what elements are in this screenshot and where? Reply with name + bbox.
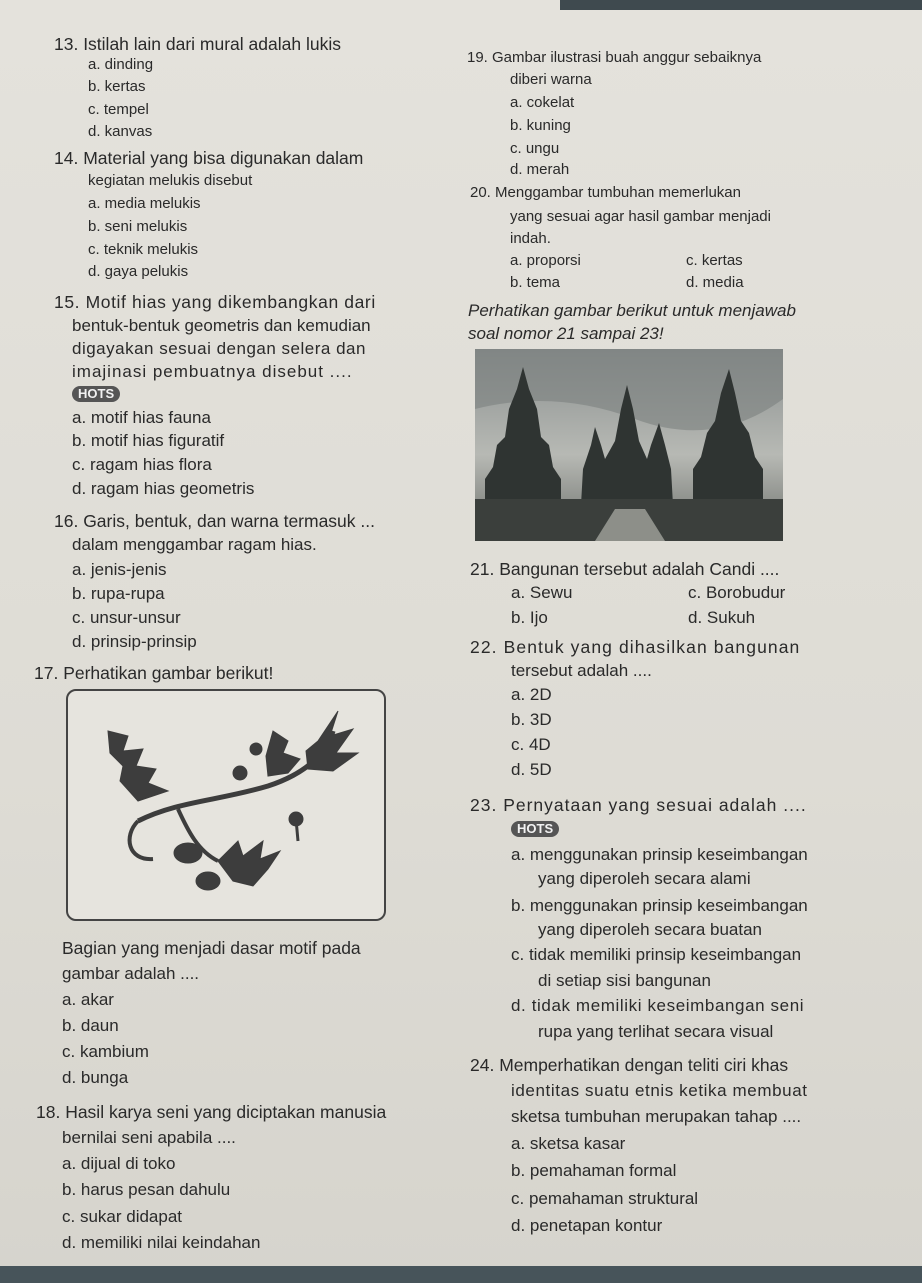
candi-temple-illustration [475, 349, 783, 541]
q22-option-a: a. 2D [511, 685, 552, 704]
q18-line2: bernilai seni apabila .... [62, 1128, 236, 1147]
page-edge-shadow [560, 0, 922, 10]
q23-option-b-line1: b. menggunakan prinsip keseimbangan [511, 896, 808, 915]
q15-option-d: d. ragam hias geometris [72, 479, 255, 498]
q17-option-a: a. akar [62, 990, 114, 1009]
q19-option-d: d. merah [510, 161, 570, 178]
q13-option-c: c. tempel [88, 101, 149, 118]
q23-stem: 23. Pernyataan yang sesuai adalah .... [470, 795, 807, 815]
q15-option-c: c. ragam hias flora [72, 455, 212, 474]
q20-option-c: c. kertas [686, 252, 743, 269]
q14-line1: 14. Material yang bisa digunakan dalam [54, 148, 364, 168]
q24-option-c: c. pemahaman struktural [511, 1189, 699, 1208]
q23-option-b-line2: yang diperoleh secara buatan [538, 920, 762, 939]
q14-option-a: a. media melukis [88, 195, 201, 212]
q21-option-b: b. Ijo [511, 608, 548, 627]
q13-option-a: a. dinding [88, 56, 154, 73]
q19-line1: 19. Gambar ilustrasi buah anggur sebaiknya [467, 49, 762, 66]
temple-photo [475, 349, 783, 541]
q16-option-c: c. unsur-unsur [72, 608, 181, 627]
q21-option-d: d. Sukuh [688, 608, 756, 627]
instruction-line2: soal nomor 21 sampai 23! [468, 324, 664, 343]
q15-line3: digayakan sesuai dengan selera dan [72, 339, 366, 358]
q17-line1: Bagian yang menjadi dasar motif pada [62, 938, 361, 958]
q15-hots-badge: HOTS [72, 386, 120, 402]
q17-option-c: c. kambium [62, 1042, 149, 1061]
q18-option-d: d. memiliki nilai keindahan [62, 1233, 261, 1252]
q17-stem: 17. Perhatikan gambar berikut! [34, 663, 274, 683]
q24-line3: sketsa tumbuhan merupakan tahap .... [511, 1107, 802, 1126]
q14-option-d: d. gaya pelukis [88, 263, 189, 280]
q14-option-c: c. teknik melukis [88, 241, 199, 258]
q17-floral-motif-figure [66, 689, 386, 921]
q19-line2: diberi warna [510, 71, 592, 88]
instruction-line1: Perhatikan gambar berikut untuk menjawab [468, 301, 796, 320]
q19-option-b: b. kuning [510, 117, 571, 134]
q24-option-a: a. sketsa kasar [511, 1134, 626, 1153]
q24-line2: identitas suatu etnis ketika membuat [511, 1081, 808, 1100]
q17-option-d: d. bunga [62, 1068, 129, 1087]
q16-line1: 16. Garis, bentuk, dan warna termasuk ... [54, 511, 375, 531]
q22-line2: tersebut adalah .... [511, 661, 652, 680]
q18-option-b: b. harus pesan dahulu [62, 1180, 231, 1199]
q22-option-c: c. 4D [511, 735, 551, 754]
q23-option-c-line1: c. tidak memiliki prinsip keseimbangan [511, 945, 802, 964]
q21-option-c: c. Borobudur [688, 583, 786, 602]
q15-option-a: a. motif hias fauna [72, 408, 211, 427]
q13-option-b: b. kertas [88, 78, 146, 95]
q14-option-b: b. seni melukis [88, 218, 188, 235]
q20-option-b: b. tema [510, 274, 561, 291]
q15-line1: 15. Motif hias yang dikembangkan dari [54, 292, 376, 312]
q17-option-b: b. daun [62, 1016, 119, 1035]
q20-line2: yang sesuai agar hasil gambar menjadi [510, 208, 771, 225]
q22-option-d: d. 5D [511, 760, 552, 779]
q24-line1: 24. Memperhatikan dengan teliti ciri khas [470, 1055, 789, 1075]
floral-motif-illustration [68, 691, 384, 919]
q17-line2: gambar adalah .... [62, 964, 200, 983]
q22-option-b: b. 3D [511, 710, 552, 729]
q15-line4: imajinasi pembuatnya disebut .... [72, 362, 353, 381]
q15-option-b: b. motif hias figuratif [72, 431, 225, 450]
q13-stem: 13. Istilah lain dari mural adalah lukis [54, 34, 341, 54]
q18-option-a: a. dijual di toko [62, 1154, 176, 1173]
q18-line1: 18. Hasil karya seni yang diciptakan manusia [36, 1102, 387, 1122]
q20-option-d: d. media [686, 274, 744, 291]
q23-option-d-line2: rupa yang terlihat secara visual [538, 1022, 774, 1041]
q13-option-d: d. kanvas [88, 123, 153, 140]
q20-line1: 20. Menggambar tumbuhan memerlukan [470, 184, 741, 201]
q16-option-b: b. rupa-rupa [72, 584, 165, 603]
q18-option-c: c. sukar didapat [62, 1207, 183, 1226]
q20-option-a: a. proporsi [510, 252, 581, 269]
q23-option-a-line1: a. menggunakan prinsip keseimbangan [511, 845, 808, 864]
q19-option-c: c. ungu [510, 140, 560, 157]
q20-line3: indah. [510, 230, 551, 247]
q24-option-d: d. penetapan kontur [511, 1216, 663, 1235]
q24-option-b: b. pemahaman formal [511, 1161, 677, 1180]
q16-line2: dalam menggambar ragam hias. [72, 535, 317, 554]
q15-line2: bentuk-bentuk geometris dan kemudian [72, 316, 371, 335]
q23-option-a-line2: yang diperoleh secara alami [538, 869, 751, 888]
q21-option-a: a. Sewu [511, 583, 573, 602]
q23-option-d-line1: d. tidak memiliki keseimbangan seni [511, 996, 805, 1015]
q22-line1: 22. Bentuk yang dihasilkan bangunan [470, 637, 801, 657]
q16-option-d: d. prinsip-prinsip [72, 632, 197, 651]
q16-option-a: a. jenis-jenis [72, 560, 167, 579]
page-bottom-edge [0, 1266, 922, 1283]
q23-hots-badge: HOTS [511, 821, 559, 837]
q19-option-a: a. cokelat [510, 94, 575, 111]
q23-option-c-line2: di setiap sisi bangunan [538, 971, 711, 990]
q21-stem: 21. Bangunan tersebut adalah Candi .... [470, 559, 780, 579]
q14-line2: kegiatan melukis disebut [88, 172, 253, 189]
